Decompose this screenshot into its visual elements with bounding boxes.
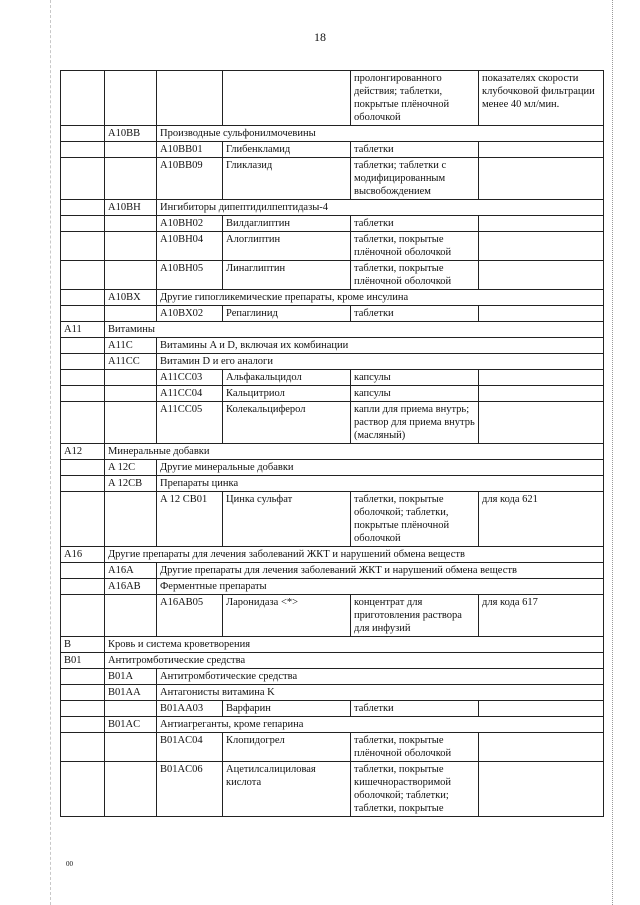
table-row: [61, 338, 604, 354]
empty-cell: [105, 595, 157, 637]
table-row: [61, 669, 604, 685]
table-row: [61, 733, 604, 762]
subgroup-code-cell: A16A: [105, 563, 157, 579]
group-code-cell: A12: [61, 444, 105, 460]
group-name-cell: Кровь и система кроветворения: [105, 637, 604, 653]
empty-cell: [105, 492, 157, 547]
note-cell: [479, 733, 604, 762]
empty-cell: [61, 733, 105, 762]
subgroup-name-cell: Антитромботические средства: [157, 669, 604, 685]
empty-cell: [61, 685, 105, 701]
drug-name-cell: Линаглиптин: [223, 261, 351, 290]
table-row: [61, 653, 604, 669]
group-name-cell: Минеральные добавки: [105, 444, 604, 460]
subgroup-name-cell: Препараты цинка: [157, 476, 604, 492]
table-row: [61, 579, 604, 595]
empty-cell: [61, 216, 105, 232]
dosage-form-cell: капсулы: [351, 386, 479, 402]
note-cell: [479, 142, 604, 158]
subgroup-name-cell: Антиагреганты, кроме гепарина: [157, 717, 604, 733]
dosage-form-cell: капсулы: [351, 370, 479, 386]
dosage-form-cell: таблетки, покрытые плёночной оболочкой: [351, 733, 479, 762]
drug-name-cell: Колекальциферол: [223, 402, 351, 444]
subgroup-code-cell: A 12CB: [105, 476, 157, 492]
empty-cell: [61, 402, 105, 444]
subgroup-name-cell: Другие гипогликемические препараты, кроме инсулина: [157, 290, 604, 306]
atc-code-cell: A16AB05: [157, 595, 223, 637]
empty-cell: [105, 142, 157, 158]
table-row: [61, 142, 604, 158]
empty-cell: [61, 762, 105, 817]
subgroup-code-cell: B01AA: [105, 685, 157, 701]
note-cell: для кода 621: [479, 492, 604, 547]
table-row: [61, 261, 604, 290]
table-row: [61, 216, 604, 232]
dosage-form-cell: таблетки: [351, 701, 479, 717]
empty-cell: [61, 261, 105, 290]
empty-cell: [105, 232, 157, 261]
table-row: [61, 492, 604, 547]
note-cell: [479, 701, 604, 717]
subgroup-code-cell: A 12C: [105, 460, 157, 476]
dosage-form-cell: капли для приема внутрь; раствор для приема внутрь (масляный): [351, 402, 479, 444]
empty-cell: [61, 476, 105, 492]
empty-cell: [61, 595, 105, 637]
group-name-cell: Витамины: [105, 322, 604, 338]
empty-cell: [61, 386, 105, 402]
empty-cell: [61, 306, 105, 322]
atc-code-cell: A10BH05: [157, 261, 223, 290]
group-name-cell: Антитромботические средства: [105, 653, 604, 669]
empty-cell: [61, 579, 105, 595]
drug-name-cell: Варфарин: [223, 701, 351, 717]
empty-cell: [105, 733, 157, 762]
empty-cell: [105, 158, 157, 200]
table-row: [61, 717, 604, 733]
note-cell: [479, 261, 604, 290]
subgroup-name-cell: Витамин D и его аналоги: [157, 354, 604, 370]
note-cell: [479, 158, 604, 200]
atc-code-cell: B01AC04: [157, 733, 223, 762]
drug-name-cell: Ларонидаза <*>: [223, 595, 351, 637]
subgroup-code-cell: A16AB: [105, 579, 157, 595]
empty-cell: [61, 126, 105, 142]
note-cell: [479, 306, 604, 322]
atc-code-cell: A10BX02: [157, 306, 223, 322]
subgroup-code-cell: A11C: [105, 338, 157, 354]
scan-edge-right: [612, 0, 613, 905]
drug-list-table: [60, 70, 604, 817]
subgroup-code-cell: A10BB: [105, 126, 157, 142]
atc-code-cell: B01AA03: [157, 701, 223, 717]
subgroup-code-cell: A11CC: [105, 354, 157, 370]
empty-cell: [61, 338, 105, 354]
note-cell: [479, 232, 604, 261]
atc-code-cell: B01AC06: [157, 762, 223, 817]
empty-cell: [105, 370, 157, 386]
atc-code-cell: A10BH04: [157, 232, 223, 261]
footer-mark: 00: [66, 860, 73, 868]
dosage-form-cell: таблетки, покрытые плёночной оболочкой: [351, 261, 479, 290]
drug-name-cell: Кальцитриол: [223, 386, 351, 402]
atc-code-cell: A10BB09: [157, 158, 223, 200]
subgroup-code-cell: B01A: [105, 669, 157, 685]
group-code-cell: A16: [61, 547, 105, 563]
table-row: [61, 563, 604, 579]
table-row: [61, 685, 604, 701]
note-cell: показателях скорости клубочковой фильтрации менее 40 мл/мин.: [479, 71, 604, 126]
subgroup-code-cell: A10BX: [105, 290, 157, 306]
empty-cell: [61, 290, 105, 306]
table-row: [61, 637, 604, 653]
atc-code-cell: [157, 71, 223, 126]
empty-cell: [105, 402, 157, 444]
note-cell: для кода 617: [479, 595, 604, 637]
table-row: [61, 354, 604, 370]
table-row: [61, 547, 604, 563]
scan-edge-left: [50, 0, 51, 905]
table-row: [61, 370, 604, 386]
drug-name-cell: Клопидогрел: [223, 733, 351, 762]
drug-name-cell: Альфакальцидол: [223, 370, 351, 386]
table-row: [61, 322, 604, 338]
table-row: [61, 762, 604, 817]
table-row: [61, 701, 604, 717]
atc-code-cell: A10BB01: [157, 142, 223, 158]
empty-cell: [61, 492, 105, 547]
table-row: [61, 444, 604, 460]
empty-cell: [61, 717, 105, 733]
empty-cell: [61, 200, 105, 216]
table-row: [61, 232, 604, 261]
note-cell: [479, 370, 604, 386]
subgroup-code-cell: B01AC: [105, 717, 157, 733]
dosage-form-cell: таблетки: [351, 306, 479, 322]
atc-code-cell: A11CC05: [157, 402, 223, 444]
empty-cell: [61, 232, 105, 261]
empty-cell: [61, 370, 105, 386]
subgroup-name-cell: Ферментные препараты: [157, 579, 604, 595]
atc-code-cell: A11CC04: [157, 386, 223, 402]
subgroup-name-cell: Другие минеральные добавки: [157, 460, 604, 476]
dosage-form-cell: концентрат для приготовления раствора для инфузий: [351, 595, 479, 637]
dosage-form-cell: таблетки: [351, 216, 479, 232]
drug-name-cell: Глибенкламид: [223, 142, 351, 158]
group-code-cell: B: [61, 637, 105, 653]
table-row: [61, 402, 604, 444]
empty-cell: [61, 142, 105, 158]
table-row: [61, 126, 604, 142]
subgroup-name-cell: Витамины A и D, включая их комбинации: [157, 338, 604, 354]
atc-code-cell: A10BH02: [157, 216, 223, 232]
empty-cell: [61, 158, 105, 200]
table-row: [61, 595, 604, 637]
page-number: 18: [314, 30, 326, 44]
empty-cell: [105, 386, 157, 402]
empty-cell: [61, 71, 105, 126]
empty-cell: [61, 460, 105, 476]
table-row: [61, 71, 604, 126]
empty-cell: [61, 354, 105, 370]
empty-cell: [61, 669, 105, 685]
drug-name-cell: Гликлазид: [223, 158, 351, 200]
dosage-form-cell: таблетки, покрытые кишечнорастворимой оболочкой; таблетки; таблетки, покрытые: [351, 762, 479, 817]
table-row: [61, 158, 604, 200]
drug-name-cell: Репаглинид: [223, 306, 351, 322]
drug-name-cell: Цинка сульфат: [223, 492, 351, 547]
empty-cell: [105, 261, 157, 290]
group-code-cell: A11: [61, 322, 105, 338]
note-cell: [479, 402, 604, 444]
subgroup-name-cell: Производные сульфонилмочевины: [157, 126, 604, 142]
table-row: [61, 306, 604, 322]
group-name-cell: Другие препараты для лечения заболеваний ЖКТ и нарушений обмена веществ: [105, 547, 604, 563]
subgroup-name-cell: Другие препараты для лечения заболеваний ЖКТ и нарушений обмена веществ: [157, 563, 604, 579]
drug-name-cell: Алоглиптин: [223, 232, 351, 261]
empty-cell: [105, 701, 157, 717]
atc-code-cell: A11CC03: [157, 370, 223, 386]
table-row: [61, 386, 604, 402]
empty-cell: [105, 306, 157, 322]
empty-cell: [61, 701, 105, 717]
dosage-form-cell: таблетки, покрытые оболочкой; таблетки, покрытые плёночной оболочкой: [351, 492, 479, 547]
subgroup-name-cell: Антагонисты витамина K: [157, 685, 604, 701]
empty-cell: [105, 762, 157, 817]
empty-cell: [105, 216, 157, 232]
dosage-form-cell: таблетки; таблетки с модифицированным высвобождением: [351, 158, 479, 200]
note-cell: [479, 386, 604, 402]
empty-cell: [105, 71, 157, 126]
note-cell: [479, 216, 604, 232]
dosage-form-cell: таблетки, покрытые плёночной оболочкой: [351, 232, 479, 261]
drug-name-cell: Вилдаглиптин: [223, 216, 351, 232]
subgroup-code-cell: A10BH: [105, 200, 157, 216]
empty-cell: [61, 563, 105, 579]
group-code-cell: B01: [61, 653, 105, 669]
table-row: [61, 460, 604, 476]
table-row: [61, 476, 604, 492]
subgroup-name-cell: Ингибиторы дипептидилпептидазы-4: [157, 200, 604, 216]
atc-code-cell: A 12 CB01: [157, 492, 223, 547]
table-row: [61, 200, 604, 216]
note-cell: [479, 762, 604, 817]
drug-name-cell: Ацетилсалициловая кислота: [223, 762, 351, 817]
table-row: [61, 290, 604, 306]
dosage-form-cell: пролонгированного действия; таблетки, покрытые плёночной оболочкой: [351, 71, 479, 126]
drug-table-body: [61, 71, 604, 817]
drug-name-cell: [223, 71, 351, 126]
dosage-form-cell: таблетки: [351, 142, 479, 158]
